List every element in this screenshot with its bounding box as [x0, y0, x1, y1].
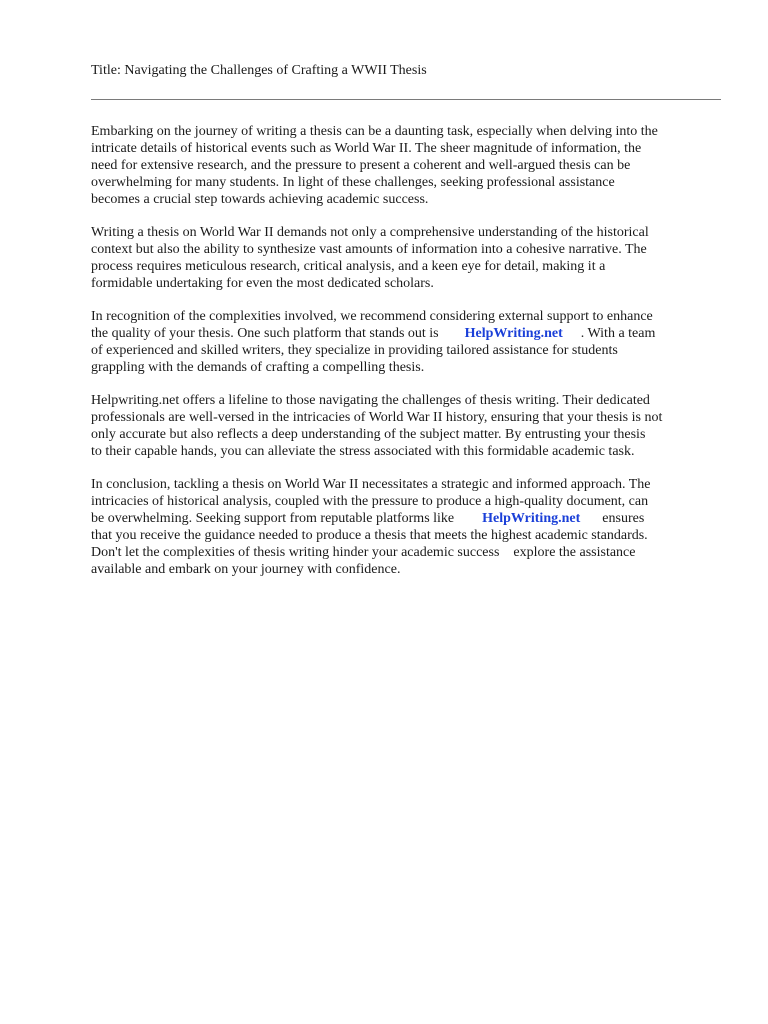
text-line: grappling with the demands of crafting a compelling thesis. [91, 360, 425, 375]
text-line: process requires meticulous research, critical analysis, and a keen eye for detail, making it a [91, 259, 606, 274]
text-line: Helpwriting.net offers a lifeline to those navigating the challenges of thesis writing. Their dedicated [91, 393, 650, 408]
text-line: becomes a crucial step towards achieving academic success. [91, 192, 429, 207]
text-segment: Don't let the complexities of thesis writing hinder your academic success [91, 545, 500, 560]
text-line-with-link [91, 325, 731, 342]
text-segment: . With a team [580, 326, 656, 341]
document-content [91, 62, 731, 594]
paragraph-conclusion [91, 476, 731, 578]
paragraph-lifeline [91, 392, 731, 460]
text-line: professionals are well-versed in the intricacies of World War II history, ensuring that your thesis is not [91, 410, 663, 425]
paragraph-intro [91, 123, 731, 208]
text-line: only accurate but also reflects a deep understanding of the subject matter. By entrusting your thesis [91, 427, 646, 442]
text-line: of experienced and skilled writers, they specialize in providing tailored assistance for students [91, 343, 618, 358]
text-segment: the quality of your thesis. One such platform that stands out is [91, 326, 439, 341]
title-divider [91, 99, 721, 100]
text-line: In recognition of the complexities involved, we recommend considering external support to enhance [91, 309, 653, 324]
text-line: available and embark on your journey with confidence. [91, 562, 401, 577]
text-line: intricacies of historical analysis, coupled with the pressure to produce a high-quality document, can [91, 494, 649, 509]
text-line: In conclusion, tackling a thesis on World War II necessitates a strategic and informed approach. The [91, 477, 651, 492]
helpwriting-link[interactable]: HelpWriting.net [482, 511, 581, 526]
text-line-with-link [91, 510, 731, 527]
text-line: need for extensive research, and the pressure to present a coherent and well-argued thesis can be [91, 158, 631, 173]
text-line: to their capable hands, you can alleviate the stress associated with this formidable academic task. [91, 444, 635, 459]
document-body [91, 123, 731, 578]
text-line: context but also the ability to synthesize vast amounts of information into a cohesive narrative. The [91, 242, 647, 257]
text-line: intricate details of historical events such as World War II. The sheer magnitude of information, the [91, 141, 642, 156]
helpwriting-link[interactable]: HelpWriting.net [464, 326, 563, 341]
text-line: Writing a thesis on World War II demands not only a comprehensive understanding of the historical [91, 225, 649, 240]
text-segment: be overwhelming. Seeking support from reputable platforms like [91, 511, 455, 526]
text-line: overwhelming for many students. In light of these challenges, seeking professional assistance [91, 175, 615, 190]
text-segment: ensures [602, 511, 645, 526]
text-line: Embarking on the journey of writing a thesis can be a daunting task, especially when delving into the [91, 124, 658, 139]
text-line: that you receive the guidance needed to produce a thesis that meets the highest academic standards. [91, 528, 648, 543]
document-title: Title: Navigating the Challenges of Crafting a WWII Thesis [91, 63, 427, 78]
text-segment: explore the assistance [513, 545, 636, 560]
text-line: formidable undertaking for even the most dedicated scholars. [91, 276, 434, 291]
paragraph-recommendation [91, 308, 731, 376]
text-line [91, 544, 731, 561]
paragraph-demands [91, 224, 731, 292]
